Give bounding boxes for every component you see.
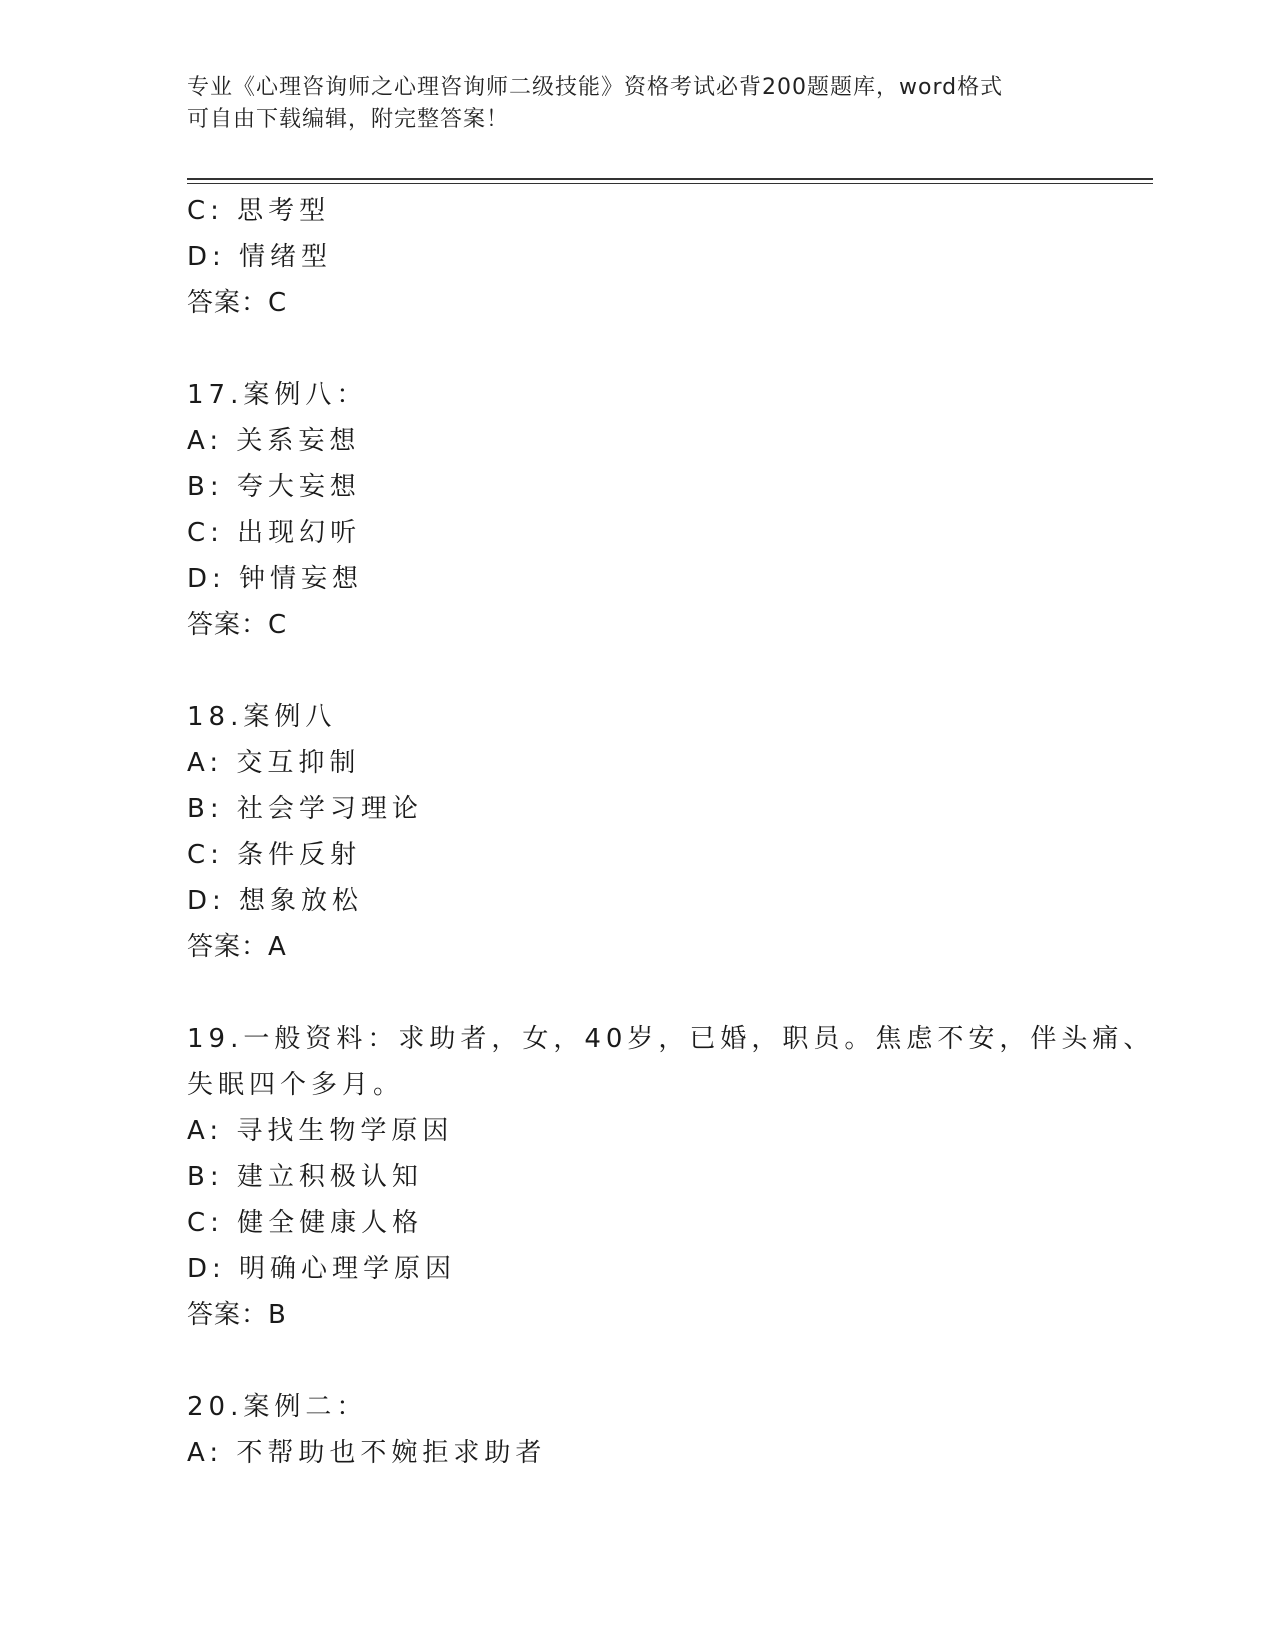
header-rule-thick	[187, 178, 1153, 180]
option-a: A: 寻找生物学原因	[187, 1116, 454, 1146]
answer-line: 答案：B	[187, 1300, 287, 1330]
option-d: D: 明确心理学原因	[187, 1254, 457, 1284]
answer-line: 答案：C	[187, 288, 288, 318]
option-c: C: 条件反射	[187, 840, 362, 870]
question-17	[187, 372, 1087, 648]
question-title: 18.案例八	[187, 702, 337, 732]
option-c: C: 思考型	[187, 196, 331, 226]
answer-line: 答案：C	[187, 610, 288, 640]
question-18	[187, 694, 1087, 970]
question-title: 20.案例二：	[187, 1392, 368, 1422]
option-b: B: 夸大妄想	[187, 472, 361, 502]
option-d: D: 想象放松	[187, 886, 364, 916]
question-20	[187, 1384, 1087, 1476]
option-b: B: 社会学习理论	[187, 794, 423, 824]
header-rule-thin	[187, 183, 1153, 184]
document-header	[187, 72, 1067, 136]
question-title-continued: 失眠四个多月。	[187, 1070, 405, 1100]
question-16-tail	[187, 188, 1087, 326]
option-c: C: 出现幻听	[187, 518, 362, 548]
question-title: 17.案例八：	[187, 380, 368, 410]
option-d: D: 钟情妄想	[187, 564, 364, 594]
option-c: C: 健全健康人格	[187, 1208, 424, 1238]
option-b: B: 建立积极认知	[187, 1162, 423, 1192]
header-line-1: 专业《心理咨询师之心理咨询师二级技能》资格考试必背200题题库，word格式	[187, 75, 1004, 100]
question-title: 19.一般资料：求助者，女，40岁，已婚，职员。焦虑不安，伴头痛、	[187, 1024, 1155, 1054]
option-a: A: 交互抑制	[187, 748, 361, 778]
option-a: A: 关系妄想	[187, 426, 361, 456]
question-list	[187, 188, 1155, 1476]
question-19	[187, 1016, 1155, 1338]
option-d: D: 情绪型	[187, 242, 333, 272]
answer-line: 答案：A	[187, 932, 287, 962]
option-a: A: 不帮助也不婉拒求助者	[187, 1438, 547, 1468]
header-line-2: 可自由下载编辑，附完整答案！	[187, 107, 510, 132]
